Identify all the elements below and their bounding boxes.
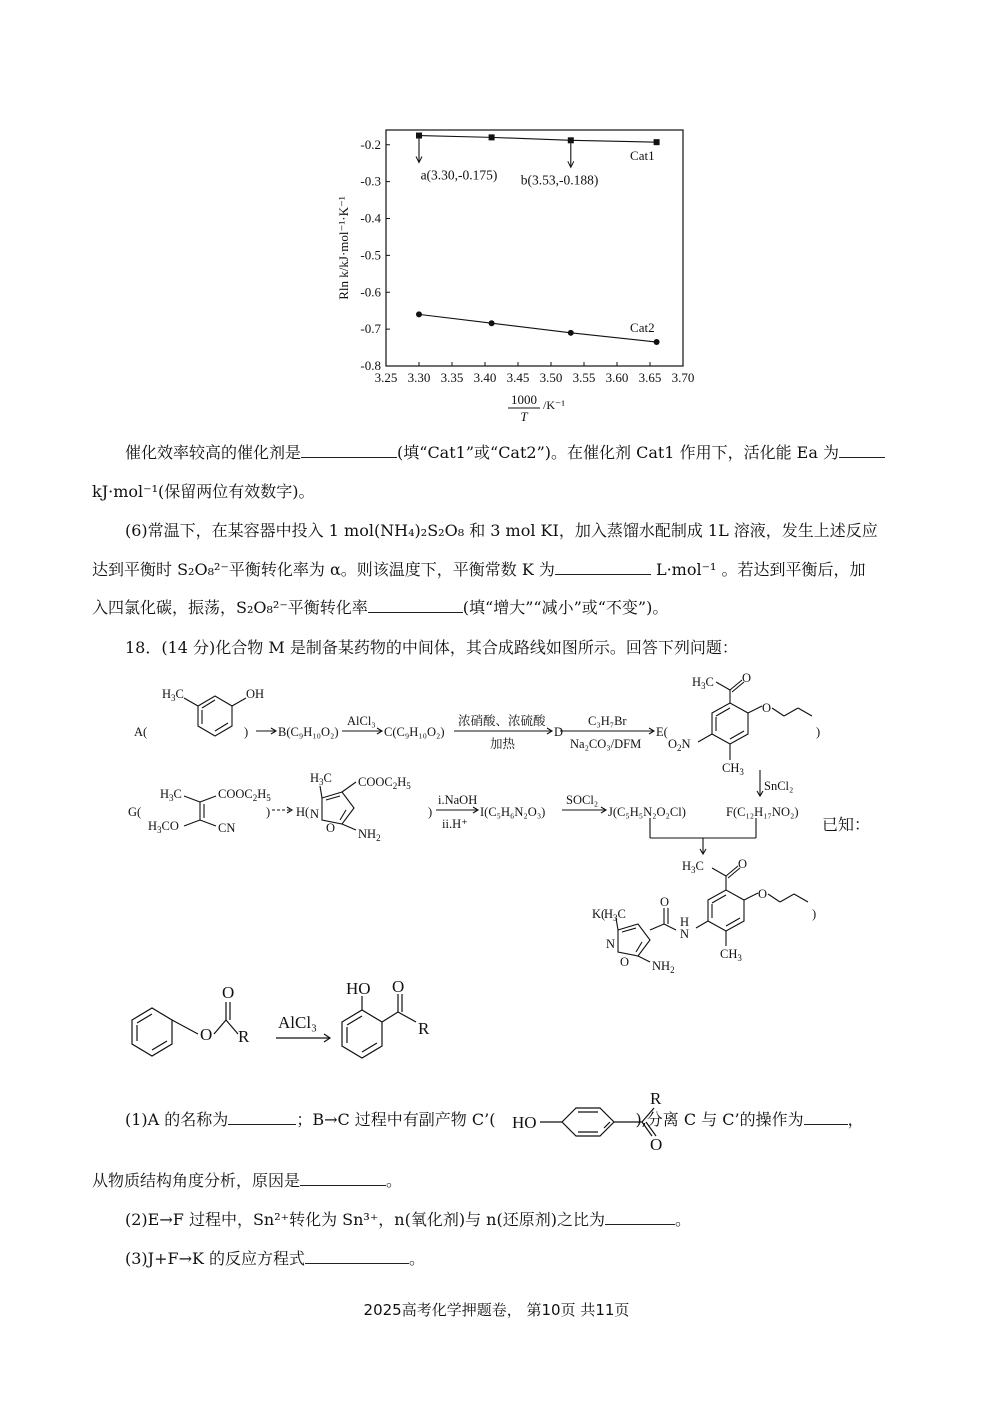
y-tick-label: -0.5 xyxy=(360,247,381,263)
reagent-h: ii.H⁺ xyxy=(442,817,468,831)
benzene-ring-e xyxy=(712,703,748,744)
data-point xyxy=(568,137,574,143)
label-j: J(C₅H₅N₂O₂Cl) xyxy=(608,805,686,819)
y-tick-label: -0.4 xyxy=(360,210,381,226)
benzene-ring-k xyxy=(708,890,744,931)
byproduct-structure xyxy=(510,1088,670,1154)
svg-text:): ) xyxy=(816,725,821,739)
x-tick-label: 3.45 xyxy=(506,370,530,385)
svg-text:N: N xyxy=(680,927,690,941)
page-footer: 2025高考化学押题卷， 第10页 共11页 xyxy=(363,1301,630,1319)
q18-p1-line2: 从物质结构角度分析，原因是 。 xyxy=(92,1171,403,1190)
data-point xyxy=(416,133,422,139)
svg-text:H3C: $H_3C$ xyxy=(160,787,182,803)
svg-text:R: R xyxy=(418,1019,430,1038)
y-tick-label: -0.6 xyxy=(360,284,381,300)
known-label: 已知： xyxy=(822,815,871,834)
svg-text:N: N xyxy=(606,937,616,951)
data-point xyxy=(489,134,495,140)
label-a: A( xyxy=(134,725,148,739)
svg-text:HO: HO xyxy=(346,980,371,998)
y-label: Rln k/kJ·mol⁻¹·K⁻¹ xyxy=(336,196,351,300)
y-tick-label: -0.7 xyxy=(360,321,381,337)
svg-text:): ) xyxy=(428,805,433,819)
svg-text:O: O xyxy=(200,1025,213,1044)
series-line-cat2 xyxy=(419,314,657,342)
svg-text:O: O xyxy=(326,821,336,835)
x-tick-label: 3.50 xyxy=(539,370,563,385)
svg-text:OH: OH xyxy=(246,687,265,701)
q6-line2: 达到平衡时 S₂O₈²⁻平衡转化率为 α。则该温度下，平衡常数 K 为 L·mol⁻¹ 。若达到平衡后，加 xyxy=(92,560,866,579)
reagent-socl2: SOCl₂ xyxy=(566,793,599,807)
svg-text:): ) xyxy=(266,805,271,819)
svg-text:O: O xyxy=(392,980,405,996)
svg-text:COOC2H5: $COOC_2H_5$ xyxy=(218,787,271,803)
label-i: I(C₅H₆N₂O₃) xyxy=(480,805,546,819)
svg-text:CH3: $CH_3$ xyxy=(722,761,744,777)
svg-text:O: O xyxy=(738,857,748,871)
reagent-na2co3: Na₂CO₃/DFM xyxy=(570,737,642,751)
svg-text:H: H xyxy=(680,915,690,929)
x-label-denominator: T xyxy=(520,409,528,424)
data-point xyxy=(654,339,660,345)
annotation-label: b(3.53,-0.188) xyxy=(520,172,599,188)
label-h: H( xyxy=(296,805,310,819)
q6-line3: 入四氯化碳，振荡，S₂O₈²⁻平衡转化率 (填“增大”“减小”或“不变”)。 xyxy=(92,598,669,617)
svg-text:H3C: $H_3C$ xyxy=(310,771,332,787)
label-e: E( xyxy=(656,725,668,739)
x-tick-label: 3.65 xyxy=(638,370,662,385)
x-tick-label: 3.60 xyxy=(605,370,629,385)
svg-text:O2N: $O_2N$ xyxy=(668,737,691,753)
q18-p3: (3)J+F→K 的反应方程式 。 xyxy=(125,1249,426,1268)
svg-text:H3C: $H_3C$ xyxy=(682,859,704,875)
q6-line1: (6)常温下，在某容器中投入 1 mol(NH₄)₂S₂O₈ 和 3 mol KI，加入蒸馏水配制成 1L 溶液，发生上述反应 xyxy=(125,521,878,540)
series-label-cat2: Cat2 xyxy=(630,320,655,336)
svg-text:O: O xyxy=(758,887,768,901)
x-tick-label: 3.25 xyxy=(374,370,398,385)
data-point xyxy=(568,330,574,336)
label-c: C(C₉H₁₀O₂) xyxy=(384,725,445,739)
label-f: F(C₁₂H₁₇NO₂) xyxy=(726,805,799,819)
label-k: K( xyxy=(592,907,606,921)
svg-text:H3C: $H_3C$ xyxy=(604,907,626,923)
svg-text:O: O xyxy=(762,701,772,715)
series-label-cat1: Cat1 xyxy=(630,148,655,164)
x-label-unit: /K⁻¹ xyxy=(543,398,565,412)
x-tick-label: 3.55 xyxy=(572,370,596,385)
reagent-naoh: i.NaOH xyxy=(438,793,478,807)
x-label-numerator: 1000 xyxy=(511,392,537,407)
data-point xyxy=(489,320,495,326)
svg-text:): ) xyxy=(244,725,249,739)
x-tick-label: 3.70 xyxy=(671,370,695,385)
q18-p1-line1: (1)A 的名称为 ；B→C 过程中有副产物 C’( ),分离 C 与 C’的操作为 ， xyxy=(125,1110,864,1129)
arrhenius-chart xyxy=(330,118,720,428)
x-tick-label: 3.30 xyxy=(407,370,431,385)
svg-text:CN: CN xyxy=(218,821,236,835)
svg-text:NH2: $NH_2$ xyxy=(652,959,675,975)
y-tick-label: -0.3 xyxy=(360,173,381,189)
synthesis-scheme xyxy=(120,668,880,983)
label-b: B(C₉H₁₀O₂) xyxy=(278,725,339,739)
svg-text:R: R xyxy=(650,1089,662,1108)
reagent-heat: 加热 xyxy=(490,737,516,751)
svg-text:H3C: $H_3C$ xyxy=(692,675,714,691)
label-d: D xyxy=(554,725,564,739)
q18-intro: 18．(14 分)化合物 M 是制备某药物的中间体，其合成路线如图所示。回答下列问题： xyxy=(125,638,738,657)
reagent-alcl3: AlCl₃ xyxy=(347,714,376,728)
svg-text:N: N xyxy=(310,807,320,821)
reagent-sncl2: SnCl₂ xyxy=(764,779,794,793)
annotation-label: a(3.30,-0.175) xyxy=(420,167,498,183)
svg-text:COOC2H5: $COOC_2H_5$ xyxy=(358,775,411,791)
svg-text:O: O xyxy=(620,955,630,969)
y-tick-label: -0.2 xyxy=(360,136,381,152)
q18-p2: (2)E→F 过程中，Sn²⁺转化为 Sn³⁺，n(氧化剂)与 n(还原剂)之比为 。 xyxy=(125,1210,691,1229)
label-g: G( xyxy=(128,805,142,819)
svg-text:O: O xyxy=(742,671,752,685)
known-reagent: AlCl₃ xyxy=(278,1013,317,1032)
y-tick-label: -0.8 xyxy=(360,358,381,373)
x-tick-label: 3.40 xyxy=(473,370,497,385)
svg-text:CH3: $CH_3$ xyxy=(720,947,742,963)
svg-text:O: O xyxy=(650,1135,663,1154)
svg-text:H3CO: $H_3CO$ xyxy=(148,819,179,835)
x-tick-label: 3.35 xyxy=(440,370,464,385)
reagent-nitration: 浓硝酸、浓硫酸 xyxy=(458,714,546,728)
svg-text:HO: HO xyxy=(512,1113,537,1132)
svg-text:): ) xyxy=(812,907,817,921)
q5-line1: 催化效率较高的催化剂是 (填“Cat1”或“Cat2”)。在催化剂 Cat1 作用下，活化能 Ea 为 xyxy=(92,443,907,463)
svg-text:NH2: $NH_2$ xyxy=(358,827,381,843)
data-point xyxy=(416,311,422,317)
svg-text:O: O xyxy=(660,895,670,909)
benzene-ring-a xyxy=(198,696,232,736)
data-point xyxy=(654,139,660,145)
svg-text:R: R xyxy=(238,1027,250,1046)
reagent-c3h7br: C₃H₇Br xyxy=(588,714,627,728)
series-line-cat1 xyxy=(419,136,657,143)
known-reaction xyxy=(120,980,480,1080)
svg-text:H3C: $H_3C$ xyxy=(162,687,184,703)
q5-line2: kJ·mol⁻¹(保留两位有效数字)。 xyxy=(92,482,315,501)
svg-text:O: O xyxy=(222,983,235,1002)
